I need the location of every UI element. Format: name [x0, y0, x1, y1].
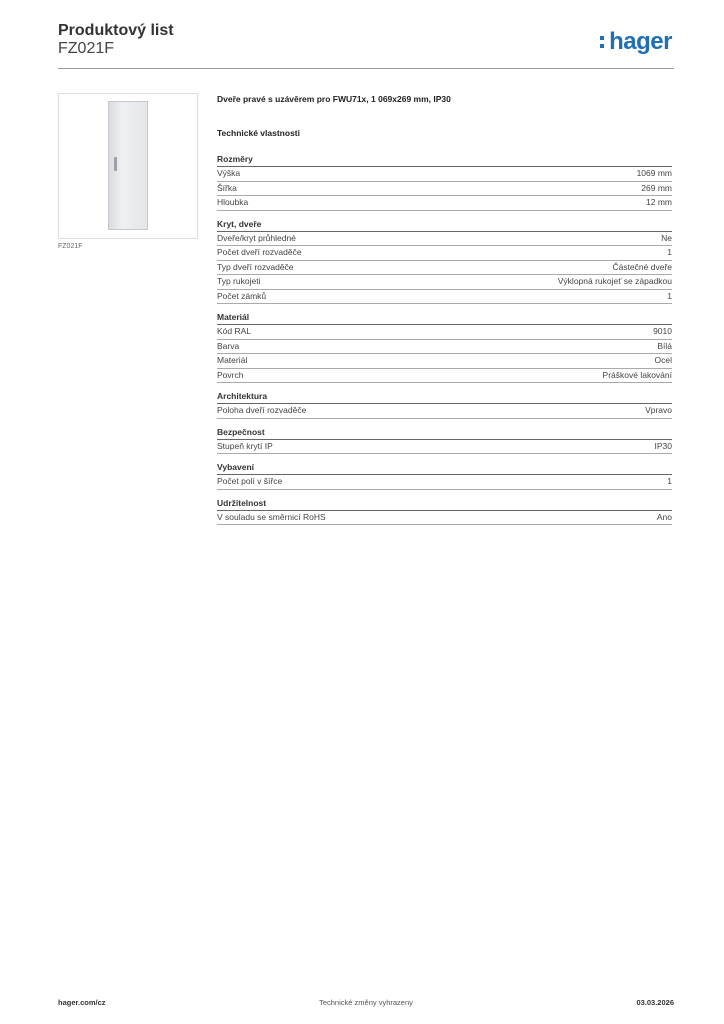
- spec-value: Ocel: [654, 355, 672, 365]
- technical-properties-title: Technické vlastnosti: [217, 128, 300, 138]
- section-title: Kryt, dveře: [217, 217, 672, 232]
- spec-row: [217, 182, 672, 197]
- spec-row: [217, 404, 672, 419]
- spec-label: Kód RAL: [217, 326, 252, 336]
- spec-value: 1: [667, 247, 672, 257]
- spec-label: Počet zámků: [217, 290, 267, 301]
- spec-section: [217, 217, 672, 305]
- spec-value: 1: [667, 476, 672, 486]
- section-title: Udržitelnost: [217, 496, 672, 511]
- spec-section: [217, 152, 672, 211]
- spec-label: Stupeň krytí IP: [217, 440, 273, 451]
- spec-section: [217, 389, 672, 419]
- spec-row: [217, 369, 672, 384]
- spec-row: [217, 275, 672, 290]
- spec-label: V souladu se směrnicí RoHS: [217, 511, 326, 522]
- spec-label: Počet polí v šířce: [217, 476, 283, 486]
- spec-value: Částečné dveře: [612, 261, 672, 272]
- spec-row: [217, 196, 672, 211]
- spec-section: [217, 425, 672, 455]
- logo-text: hager: [609, 28, 672, 55]
- door-panel-image: [108, 101, 148, 230]
- spec-row: [217, 232, 672, 247]
- spec-value: 9010: [653, 326, 672, 336]
- door-handle-icon: [114, 157, 117, 171]
- product-code: FZ021F: [58, 40, 115, 57]
- section-title: Architektura: [217, 389, 672, 404]
- spec-value: 12 mm: [646, 197, 672, 207]
- page-header: [58, 20, 674, 68]
- spec-label: Typ rukojeti: [217, 276, 261, 286]
- spec-label: Dveře/kryt průhledné: [217, 232, 296, 243]
- spec-value: 269 mm: [641, 182, 672, 193]
- footer-website[interactable]: hager.com/cz: [58, 998, 106, 1007]
- spec-section: [217, 496, 672, 526]
- spec-label: Materiál: [217, 355, 248, 365]
- spec-row: [217, 511, 672, 526]
- spec-row: [217, 475, 672, 490]
- hager-logo: [609, 28, 672, 56]
- spec-sections: [217, 152, 672, 525]
- spec-value: Bílá: [657, 340, 672, 351]
- spec-label: Poloha dveří rozvaděče: [217, 405, 307, 415]
- section-title: Rozměry: [217, 152, 672, 167]
- product-description: Dveře pravé s uzávěrem pro FWU71x, 1 069x269 mm, IP30: [217, 94, 451, 104]
- page-footer: [58, 998, 674, 1012]
- section-title: Materiál: [217, 310, 672, 325]
- spec-value: IP30: [654, 440, 672, 451]
- spec-row: [217, 340, 672, 355]
- section-title: Vybavení: [217, 460, 672, 475]
- spec-label: Šířka: [217, 182, 237, 193]
- spec-value: Výklopná rukojeť se západkou: [557, 276, 672, 286]
- spec-row: [217, 440, 672, 455]
- document-title: Produktový list: [58, 22, 174, 39]
- product-details: [217, 94, 672, 531]
- spec-label: Hloubka: [217, 197, 249, 207]
- spec-value: 1069 mm: [636, 168, 672, 178]
- spec-section: [217, 460, 672, 490]
- spec-label: Typ dveří rozvaděče: [217, 261, 294, 272]
- footer-note: Technické změny vyhrazeny: [319, 998, 413, 1007]
- spec-section: [217, 310, 672, 383]
- spec-label: Povrch: [217, 369, 244, 380]
- footer-date: 03.03.2026: [636, 998, 674, 1007]
- product-image: [58, 93, 198, 239]
- spec-label: Barva: [217, 340, 240, 351]
- header-divider: [58, 68, 674, 69]
- spec-row: [217, 261, 672, 276]
- spec-row: [217, 354, 672, 369]
- spec-row: [217, 246, 672, 261]
- spec-value: Ano: [656, 511, 672, 522]
- spec-value: Práškové lakování: [602, 369, 672, 380]
- spec-value: Vpravo: [645, 405, 672, 415]
- spec-value: Ne: [661, 232, 672, 243]
- spec-row: [217, 290, 672, 305]
- spec-label: Výška: [217, 168, 241, 178]
- spec-value: 1: [667, 290, 672, 301]
- spec-row: [217, 167, 672, 182]
- spec-row: [217, 325, 672, 340]
- image-caption: FZ021F: [58, 243, 83, 250]
- spec-label: Počet dveří rozvaděče: [217, 247, 302, 257]
- logo-dots-icon: [600, 36, 604, 49]
- section-title: Bezpečnost: [217, 425, 672, 440]
